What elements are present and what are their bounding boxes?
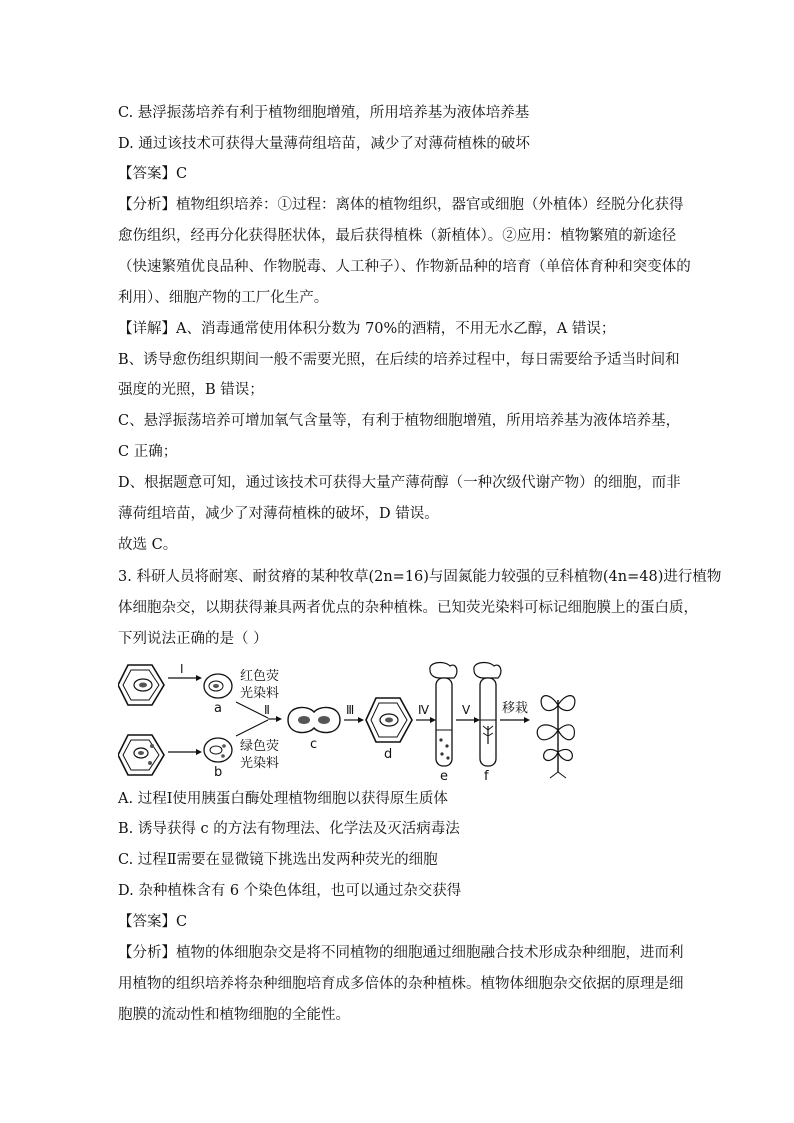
protoplast-b xyxy=(204,738,232,762)
text-line: D. 通过该技术可获得大量薄荷组培苗，减少了对薄荷植株的破坏 xyxy=(118,136,530,152)
plant-cell-bottom xyxy=(118,735,164,775)
text-line: C. 悬浮振荡培养有利于植物细胞增殖，所用培养基为液体培养基 xyxy=(118,105,530,121)
test-tube-e xyxy=(430,663,457,766)
step-2-label: Ⅱ xyxy=(264,703,270,717)
explanation-line: 薄荷组培苗，减少了对薄荷植株的破坏，D 错误。 xyxy=(118,506,439,522)
answer-label: 【答案】C xyxy=(118,914,188,930)
explanation-line: C、悬浮振荡培养可增加氧气含量等，有利于植物细胞增殖，所用培养基为液体培养基， xyxy=(118,413,681,429)
protoplast-a xyxy=(204,674,232,698)
explanation-line: B、诱导愈伤组织期间一般不需要光照，在后续的培养过程中，每日需要给予适当时间和 xyxy=(118,352,680,368)
explanation-line: C 正确； xyxy=(118,444,178,460)
label-e: e xyxy=(440,769,448,780)
analysis-line: 【分析】植物的体细胞杂交是将不同植物的细胞通过细胞融合技术形成杂种细胞，进而利 xyxy=(118,945,684,961)
label-d: d xyxy=(384,747,393,762)
test-tube-f xyxy=(474,663,501,766)
analysis-line: 胞膜的流动性和植物细胞的全能性。 xyxy=(118,1007,350,1023)
step-1-label: Ⅰ xyxy=(180,662,184,676)
analysis-line: 愈伤组织，经再分化获得胚状体，最后获得植株（新植体）。②应用：植物繁殖的新途径 xyxy=(118,228,677,244)
hybrid-cell-d xyxy=(366,698,412,742)
question-line: 体细胞杂交，以期获得兼具两者优点的杂种植株。已知荧光染料可标记细胞膜上的蛋白质， xyxy=(118,600,698,616)
step-4-label: Ⅳ xyxy=(418,703,430,717)
label-c: c xyxy=(310,737,318,752)
step-5-label: Ⅴ xyxy=(462,703,471,717)
label-f: f xyxy=(484,769,489,780)
explanation-line: D、根据题意可知，通过该技术可获得大量产薄荷醇（一种次级代谢产物）的细胞，而非 xyxy=(118,475,681,491)
hybrid-plant xyxy=(537,696,575,778)
option-a: A. 过程Ⅰ使用胰蛋白酶处理植物细胞以获得原生质体 xyxy=(118,791,448,807)
fused-cell-c xyxy=(288,707,340,732)
question-line: 3. 科研人员将耐寒、耐贫瘠的某种牧草(2n=16)与固氮能力较强的豆科植物(4n=48)进行植物 xyxy=(118,569,722,585)
conclusion-line: 故选 C。 xyxy=(118,537,178,553)
question-line: 下列说法正确的是（ ） xyxy=(118,631,268,647)
explanation-line: 【详解】A、消毒通常使用体积分数为 70%的酒精，不用无水乙醇，A 错误； xyxy=(118,321,616,337)
label-b: b xyxy=(214,765,223,780)
option-b: B. 诱导获得 c 的方法有物理法、化学法及灭活病毒法 xyxy=(118,821,460,837)
analysis-line: 用植物的组织培养将杂种细胞培育成多倍体的杂种植株。植物体细胞杂交依据的原理是细 xyxy=(118,976,684,992)
transplant-label: 移栽 xyxy=(502,701,529,716)
analysis-line: 利用）、细胞产物的工厂化生产。 xyxy=(118,290,329,306)
step-3-label: Ⅲ xyxy=(346,703,355,717)
explanation-line: 强度的光照，B 错误； xyxy=(118,382,264,398)
green-dye-label: 光染料 xyxy=(240,756,280,771)
green-dye-label: 绿色荧 xyxy=(240,739,280,754)
analysis-line: 【分析】植物组织培养：①过程：离体的植物组织，器官或细胞（外植体）经脱分化获得 xyxy=(118,197,684,213)
label-a: a xyxy=(214,701,222,716)
option-d: D. 杂种植株含有 6 个染色体组，也可以通过杂交获得 xyxy=(118,883,462,899)
answer-label: 【答案】C xyxy=(118,166,188,182)
red-dye-label: 红色荧 xyxy=(240,669,280,684)
red-dye-label: 光染料 xyxy=(240,686,280,701)
hybridization-diagram xyxy=(118,660,578,780)
plant-cell-top xyxy=(118,665,164,705)
analysis-line: （快速繁殖优良品种、作物脱毒、人工种子）、作物新品种的培育（单倍体育种和突变体的 xyxy=(118,259,691,275)
option-c: C. 过程Ⅱ需要在显微镜下挑选出发两种荧光的细胞 xyxy=(118,852,438,868)
